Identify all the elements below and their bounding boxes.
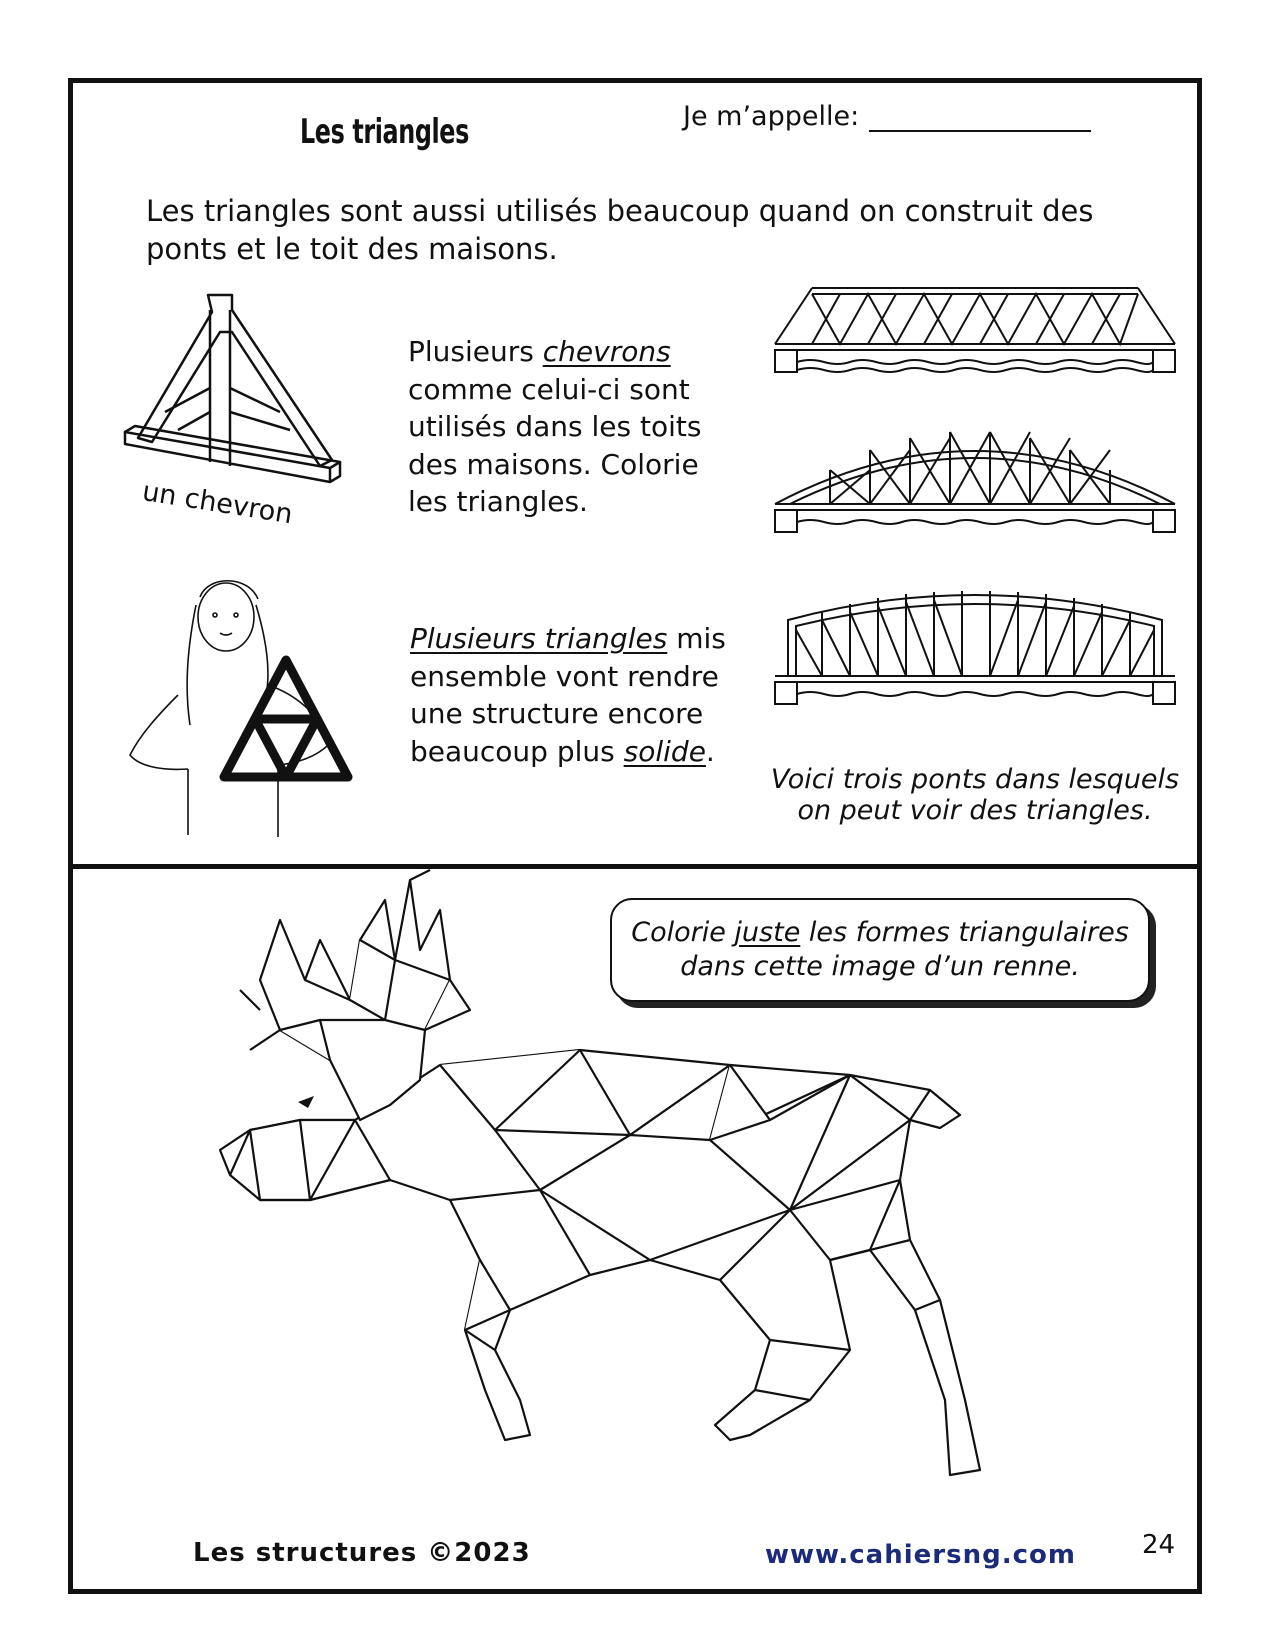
chevron-illustration (120, 290, 350, 500)
instruction-term: juste (734, 917, 801, 948)
solid-term: solide (623, 734, 706, 768)
name-field (683, 100, 1091, 132)
chevron-label: un chevron (140, 476, 295, 531)
page-title: Les triangles (300, 112, 469, 152)
bridge-flat-truss (770, 282, 1180, 382)
girl-with-triangle-illustration (118, 575, 368, 845)
bridge-bowstring-truss (770, 580, 1180, 710)
chevron-paragraph (408, 333, 728, 521)
footer-url[interactable]: www.cahiersng.com (765, 1540, 1076, 1570)
triangles-text-mid: mis ensemble vont rendre une structure encore beaucoup plus (410, 622, 726, 768)
triangles-term: Plusieurs triangles (410, 622, 668, 655)
instruction-end: les formes triangulaires dans cette image d’un renne. (680, 917, 1129, 982)
bridges-caption: Voici trois ponts dans lesquels on peut voir des triangles. (770, 764, 1180, 826)
triangles-paragraph (410, 620, 730, 770)
chevron-term: chevrons (542, 335, 671, 368)
page-number: 24 (1142, 1530, 1176, 1560)
intro-text: Les triangles sont aussi utilisés beaucoup quand on construit des ponts et le toit des maisons. (146, 194, 1094, 266)
bridge-arch-truss (770, 418, 1180, 538)
geometric-reindeer-illustration[interactable] (210, 880, 1010, 1500)
chevron-text-start: Plusieurs (408, 335, 543, 368)
instruction-start: Colorie (631, 917, 735, 948)
footer-series: Les structures ©2023 (193, 1538, 531, 1568)
name-label: Je m’appelle: (683, 101, 860, 132)
triangles-text-end: . (705, 734, 715, 768)
chevron-text-end: comme celui-ci sont utilisés dans les toits des maisons. Colorie les triangles. (408, 372, 702, 518)
name-blank-line[interactable] (869, 100, 1091, 132)
